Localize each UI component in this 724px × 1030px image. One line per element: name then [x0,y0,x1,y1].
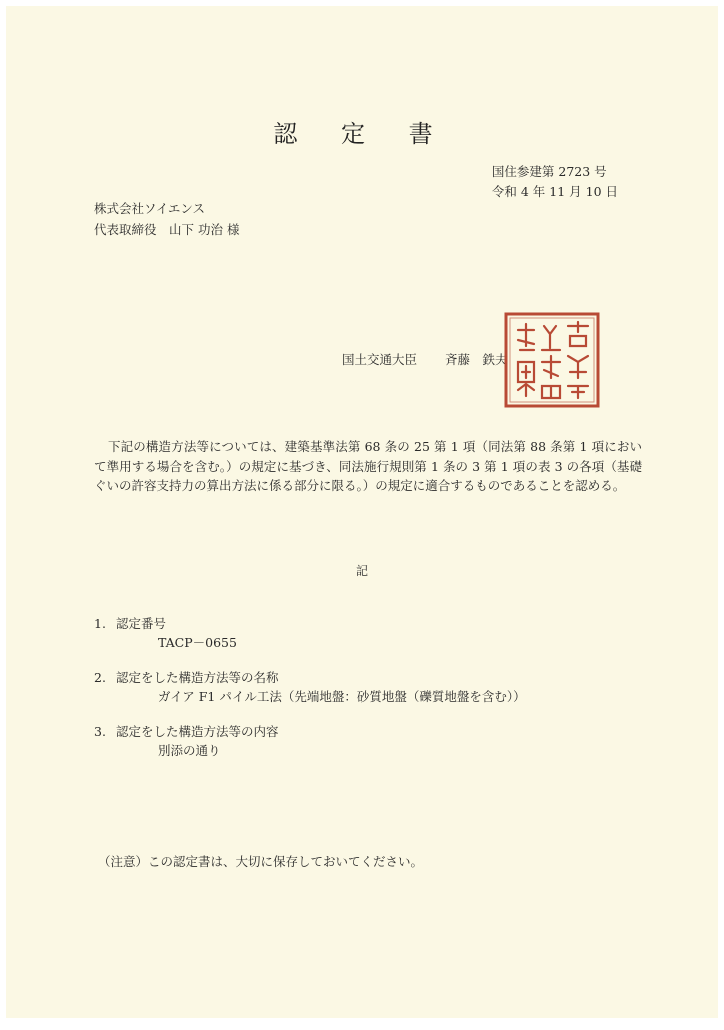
item-label: 認定をした構造方法等の名称 [116,670,279,685]
issuer-block [342,350,508,368]
item-value: 別添の通り [158,743,221,758]
document-reference [492,162,618,202]
list-item [94,614,654,652]
item-value: ガイア F1 パイル工法（先端地盤：砂質地盤（礫質地盤を含む）） [158,689,526,704]
document-date: 令和 4 年 11 月 10 日 [491,184,618,199]
item-number: 1. [94,616,106,631]
ki-heading: 記 [355,564,368,578]
certification-statement: 下記の構造方法等については、建築基準法第 68 条の 25 第 1 項（同法第 88 条第 1 項において準用する場合を含む。）の規定に基づき、同法施行規則第 1 条の 3 第 1 項の表 3 の各項（基礎ぐいの許容支持力の算出方法に係る部分に限る。）の規定に適合するものであることを認める。 [94,439,642,493]
issuer-name: 斉藤 鉄夫 [445,352,508,367]
certificate-page [6,6,718,1018]
item-value: TACP－0655 [158,635,237,650]
official-seal-icon [500,310,604,410]
item-label: 認定番号 [116,616,167,631]
item-number: 2. [94,670,106,685]
recipient-person: 代表取締役 山下 功治 様 [94,222,240,237]
caution-note: （注意）この認定書は、大切に保存しておいてください。 [98,854,424,869]
recipient-block [94,198,239,240]
list-item [94,668,654,706]
recipient-company: 株式会社ソイエンス [94,201,206,216]
document-number: 国住参建第 2723 号 [491,164,607,179]
item-number: 3. [94,724,106,739]
issuer-office: 国土交通大臣 [342,352,418,367]
list-item [94,722,654,760]
item-label: 認定をした構造方法等の内容 [116,724,279,739]
document-title: 認 定 書 [273,120,451,148]
item-list [94,614,654,776]
